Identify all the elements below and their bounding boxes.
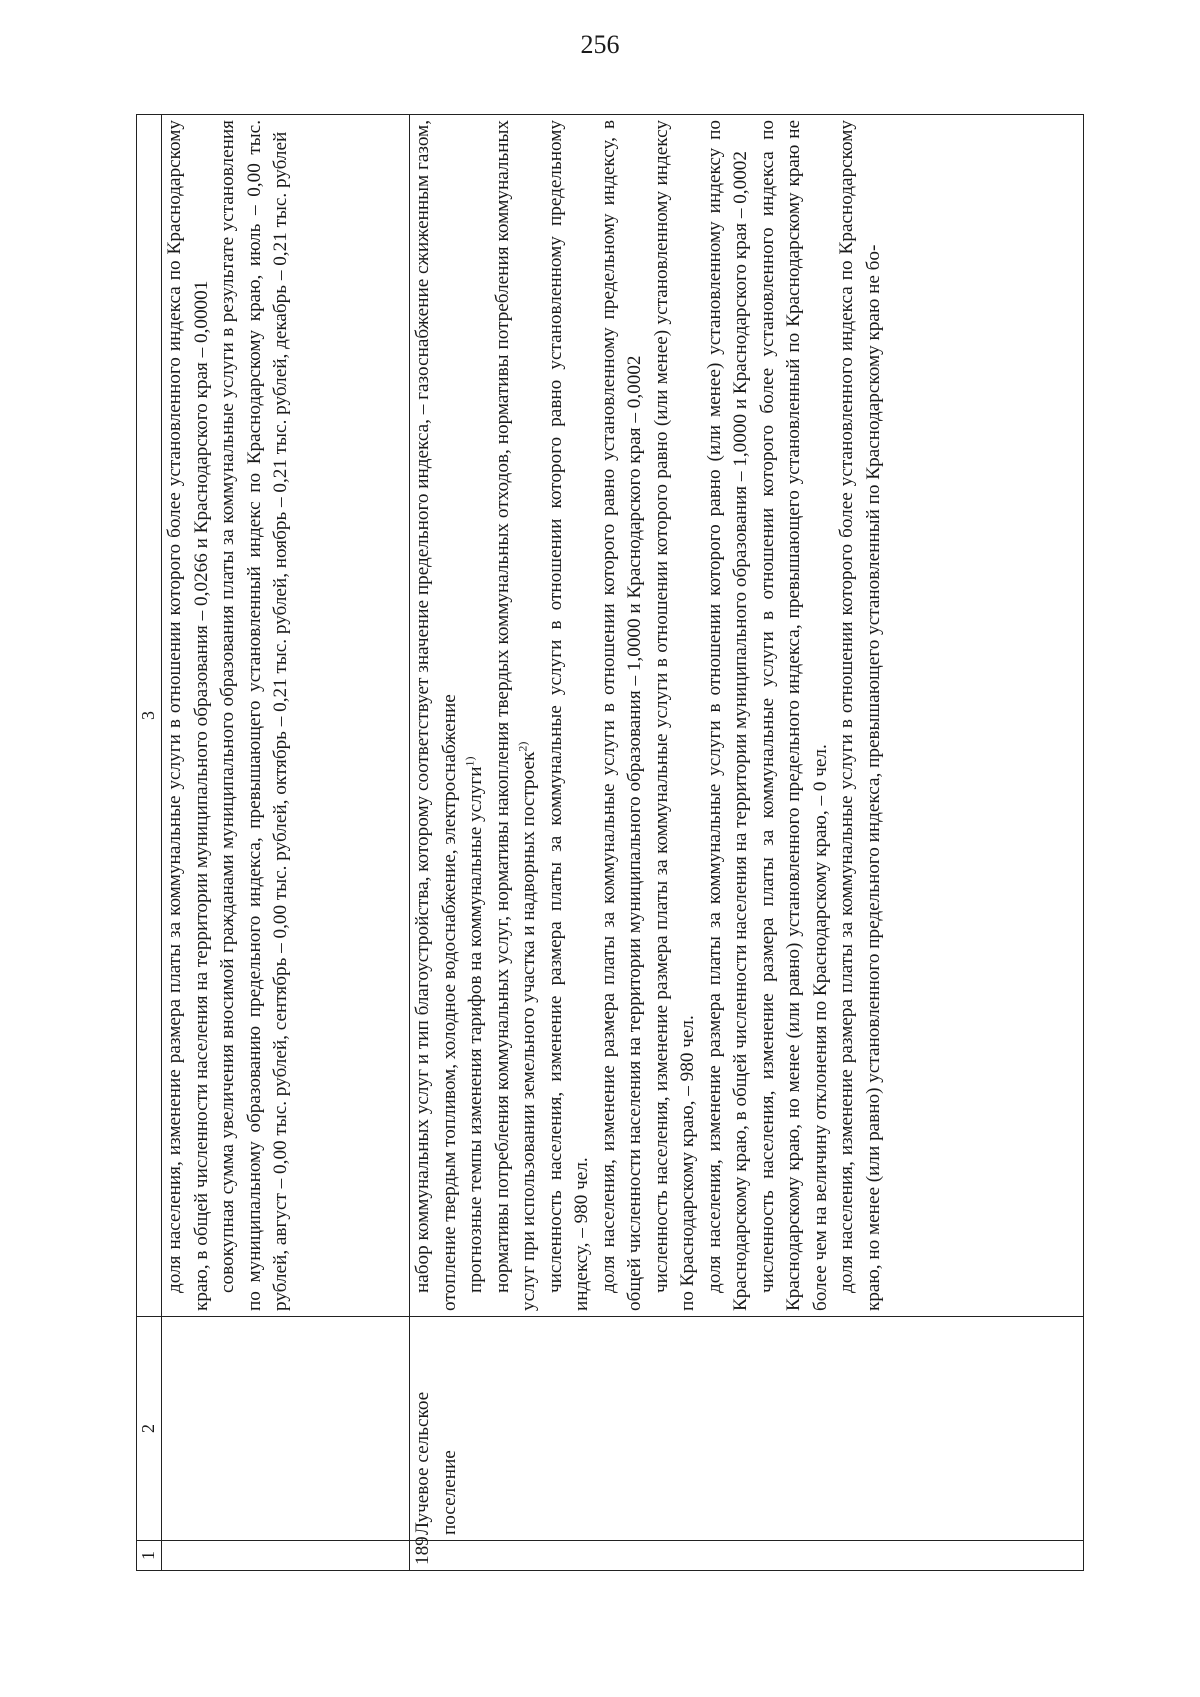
- paragraph: численность населения, изменение размера платы за коммунальные услуги в отношении которого более установленного индекса по Краснодарскому краю, но менее (или равно) установленного предельного индекса, превышающего установленный по Краснодарскому краю не более чем на величину отклонения по Краснодарскому краю, – 0 чел.: [756, 120, 831, 1311]
- row-number-cell: 189: [410, 1541, 1084, 1571]
- paragraph: доля населения, изменение размера платы за коммунальные услуги в отношении которого более установленного индекса по Краснодарскому краю, в общей численности населения на территории муниципального образования – 0,0266 и Краснодарского края – 0,00001: [164, 120, 212, 1311]
- header-col-2: 2: [137, 1317, 162, 1541]
- header-col-1: 1: [137, 1541, 162, 1571]
- header-col-3: 3: [137, 115, 162, 1317]
- rotated-table-container: [136, 114, 1084, 1571]
- settlement-cell: Лучевое сельское поселение: [410, 1317, 1084, 1541]
- table-row-continuation: [162, 115, 410, 1571]
- paragraph: доля населения, изменение размера платы за коммунальные услуги в отношении которого равно (или менее) установленному индексу по Краснодарскому краю, в общей численности населения на территории муниципального образования – 1,0000 и Краснодарского края – 0,0002: [703, 120, 751, 1311]
- table-header-row: [137, 115, 162, 1571]
- data-table: [136, 114, 1084, 1571]
- paragraph: доля населения, изменение размера платы за коммунальные услуги в отношении которого более установленного индекса по Краснодарскому краю, но менее (или равно) установленного предельного индекса, превышающего установленный по Краснодарскому краю не бо-: [836, 120, 884, 1311]
- paragraph: численность населения, изменение размера платы за коммунальные услуги в отношении которого равно установленному предельному индексу, – 980 чел.: [544, 120, 592, 1311]
- description-cell: [162, 115, 410, 1317]
- paragraph: совокупная сумма увеличения вносимой гражданами муниципального образования платы за коммунальные услуги в результате установления по муниципальному образованию предельного индекса, превышающего установленный индекс по Краснодарскому краю, июль – 0,00 тыс. рублей, август – 0,00 тыс. рублей, сентябрь – 0,00 тыс. рублей, октябрь – 0,21 тыс. рублей, ноябрь – 0,21 тыс. рублей, декабрь – 0,21 тыс. рублей: [217, 120, 291, 1311]
- paragraph: численность населения, изменение размера платы за коммунальные услуги в отношении которого равно (или менее) установленному индексу по Краснодарскому краю, – 980 чел.: [650, 120, 698, 1311]
- page-number: 256: [580, 30, 620, 59]
- table-row-189: [410, 115, 1084, 1571]
- description-cell: [410, 115, 1084, 1317]
- paragraph: прогнозные темпы изменения тарифов на коммунальные услуги$^{1)}$: [462, 756, 486, 1293]
- row-number-cell: [162, 1541, 410, 1571]
- paragraph: нормативы потребления коммунальных услуг, нормативы накопления твердых коммунальных отходов, нормативы потребления коммунальных услуг при использовании земельного участка и надворных построек$^{2)}$: [491, 120, 539, 1311]
- settlement-cell: [162, 1317, 410, 1541]
- paragraph: доля населения, изменение размера платы за коммунальные услуги в отношении которого равно установленному предельному индексу, в общей численности населения на территории муниципального образования – 1,0000 и Краснодарского края – 0,0002: [597, 120, 645, 1311]
- paragraph: набор коммунальных услуг и тип благоустройства, которому соответствует значение предельного индекса, – газоснабжение сжиженным газом, отопление твердым топливом, холодное водоснабжение, электроснабжение: [412, 120, 460, 1311]
